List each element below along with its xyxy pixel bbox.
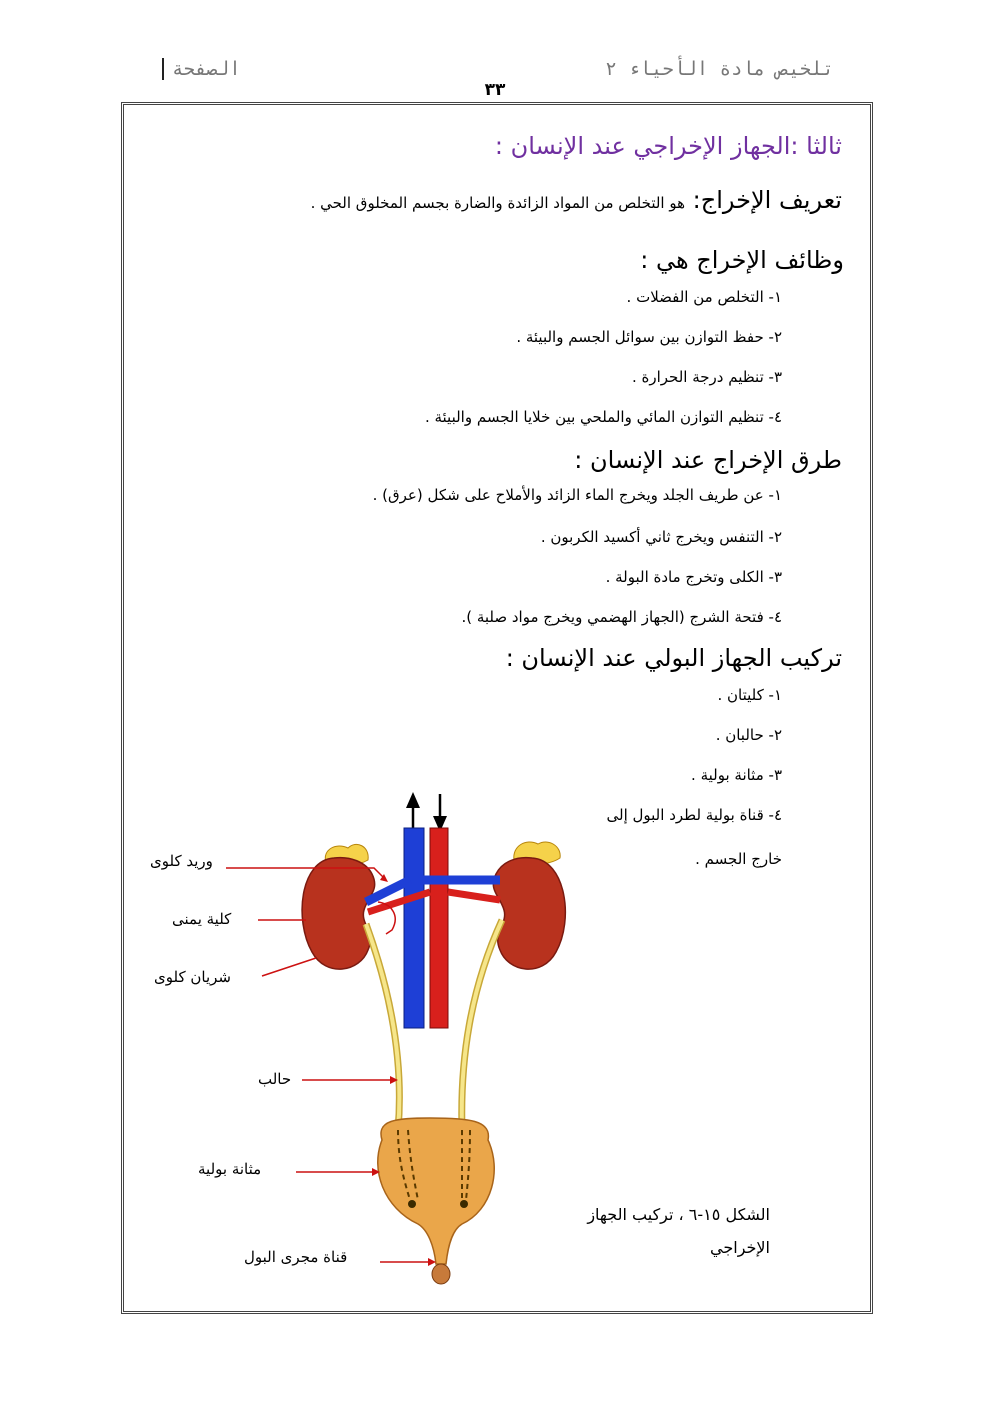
methods-item-4: ٤- فتحة الشرج (الجهاز الهضمي ويخرج مواد صلبة ). [461, 608, 782, 626]
label-urethra: قناة مجرى البول [244, 1248, 348, 1266]
definition-term: تعريف الإخراج: [692, 186, 842, 214]
figure-caption [540, 1198, 770, 1264]
structure-item-4: ٤- قناة بولية لطرد البول إلى [606, 806, 782, 824]
functions-item-4: ٤- تنظيم التوازن المائي والملحي بين خلايا الجسم والبيئة . [424, 408, 782, 426]
renal-artery-left [448, 892, 500, 900]
left-ureter-fill [462, 920, 502, 1130]
ureter-orifice-right [408, 1200, 416, 1208]
pointer-renal-artery [262, 958, 316, 976]
left-kidney-shape [493, 858, 565, 970]
functions-title: وظائف الإخراج هي : [640, 246, 844, 274]
ureter-orifice-left [460, 1200, 468, 1208]
functions-item-3: ٣- تنظيم درجة الحرارة . [631, 368, 782, 386]
header-document-title: تلخيص مادة الأحياء ٢ [605, 58, 834, 80]
figure-caption-line-2: الإخراجي [710, 1238, 770, 1257]
methods-title: طرق الإخراج عند الإنسان : [574, 446, 842, 474]
aorta [430, 828, 448, 1028]
structure-item-2: ٢- حالبان . [715, 726, 782, 744]
section-title: ثالثا :الجهاز الإخراجي عند الإنسان : [494, 132, 842, 160]
label-renal-vein: وريد كلوى [150, 852, 213, 870]
bladder-shape [378, 1118, 494, 1264]
right-ureter-fill [366, 924, 399, 1130]
structure-item-1: ١- كليتان . [717, 686, 782, 704]
figure-caption-line-1: الشكل ١٥-٦ ، تركيب الجهاز [587, 1205, 770, 1224]
label-ureter: حالب [258, 1070, 292, 1088]
methods-item-1: ١- عن طريف الجلد ويخرج الماء الزائد والأملاح على شكل (عرق) . [372, 486, 782, 504]
structure-item-4-continued: خارج الجسم . [695, 850, 782, 868]
header-page-label: الصفحة [162, 58, 241, 80]
blood-flow-arrows [406, 792, 447, 832]
urethra-opening [432, 1264, 450, 1284]
functions-item-1: ١- التخلص من الفضلات . [626, 288, 782, 306]
definition-text: هو التخلص من المواد الزائدة والضارة بجسم المخلوق الحي . [310, 194, 686, 212]
label-right-kidney: كلية يمنى [172, 910, 232, 928]
structure-item-3: ٣- مثانة بولية . [691, 766, 782, 784]
right-kidney-shape [302, 858, 375, 970]
page-number: ٣٣ [484, 80, 506, 100]
structure-title: تركيب الجهاز البولي عند الإنسان : [505, 644, 842, 672]
vena-cava [404, 828, 424, 1028]
methods-item-2: ٢- التنفس ويخرج ثاني أكسيد الكربون . [540, 528, 782, 546]
methods-item-3: ٣- الكلى وتخرج مادة البولة . [605, 568, 782, 586]
label-bladder: مثانة بولية [198, 1160, 262, 1178]
functions-item-2: ٢- حفظ التوازن بين سوائل الجسم والبيئة . [516, 328, 782, 346]
label-renal-artery: شريان كلوى [154, 968, 231, 986]
